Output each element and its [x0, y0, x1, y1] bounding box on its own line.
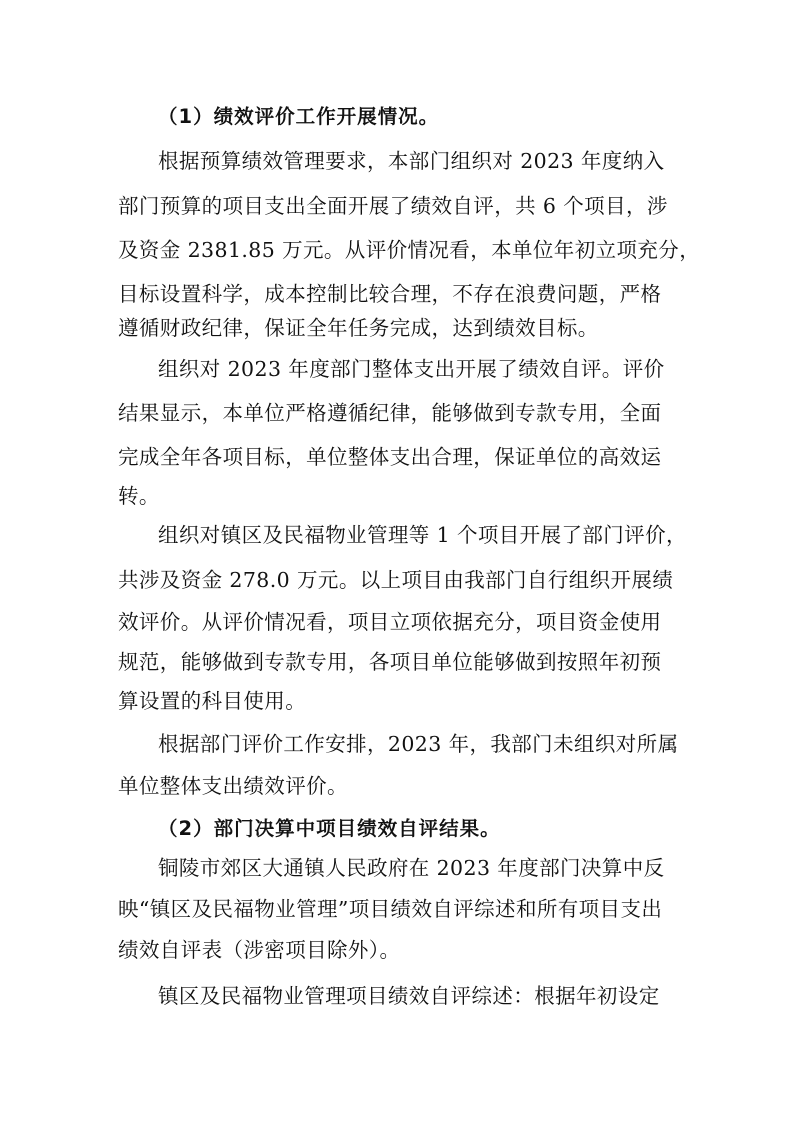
paragraph-line: 效评价。从评价情况看，项目立项依据充分，项目资金使用	[118, 610, 662, 634]
paragraph-line: 遵循财政纪律，保证全年任务完成，达到绩效目标。	[118, 316, 599, 340]
paragraph-line: 根据预算绩效管理要求，本部门组织对 2023 年度纳入	[158, 149, 665, 173]
paragraph-line: 规范，能够做到专款专用，各项目单位能够做到按照年初预	[118, 650, 662, 674]
paragraph-line: 转。	[118, 484, 160, 508]
paragraph-line: 部门预算的项目支出全面开展了绩效自评，共 6 个项目，涉	[118, 194, 668, 218]
paragraph-line: 算设置的科目使用。	[118, 689, 307, 713]
paragraph-line: 根据部门评价工作安排，2023 年，我部门未组织对所属	[158, 732, 679, 756]
paragraph-line: 组织对 2023 年度部门整体支出开展了绩效自评。评价	[158, 357, 665, 381]
paragraph-line: 及资金 2381.85 万元。从评价情况看，本单位年初立项充分，	[118, 238, 701, 262]
paragraph-line: 绩效自评表（涉密项目除外）。	[118, 938, 401, 962]
paragraph-line: 共涉及资金 278.0 万元。以上项目由我部门自行组织开展绩	[118, 568, 674, 592]
paragraph-line: 完成全年各项目标，单位整体支出合理，保证单位的高效运	[118, 445, 662, 469]
section-heading-1: （1）绩效评价工作开展情况。	[158, 105, 440, 128]
paragraph-line: 铜陵市郊区大通镇人民政府在 2023 年度部门决算中反	[158, 856, 665, 880]
paragraph-line: 单位整体支出绩效评价。	[118, 774, 348, 798]
paragraph-line: 映“镇区及民福物业管理”项目绩效自评综述和所有项目支出	[118, 897, 663, 921]
section-heading-2: （2）部门决算中项目绩效自评结果。	[158, 817, 501, 840]
paragraph-line: 镇区及民福物业管理项目绩效自评综述：根据年初设定	[158, 984, 660, 1008]
paragraph-line: 目标设置科学，成本控制比较合理，不存在浪费问题，严格	[118, 282, 662, 306]
paragraph-line: 组织对镇区及民福物业管理等 1 个项目开展了部门评价，	[158, 523, 687, 547]
paragraph-line: 结果显示，本单位严格遵循纪律，能够做到专款专用，全面	[118, 401, 662, 425]
